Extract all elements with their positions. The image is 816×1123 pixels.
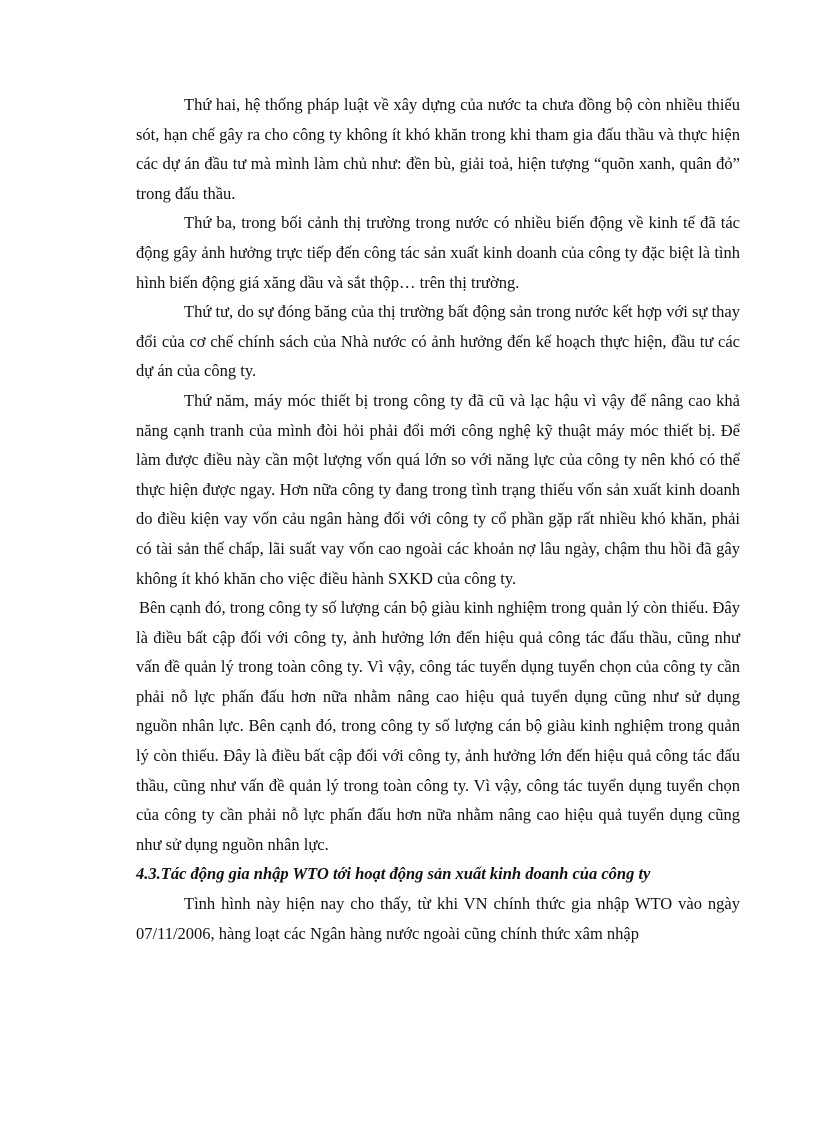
paragraph-real-estate: Thứ tư, do sự đóng băng của thị trường bất động sản trong nước kết hợp với sự thay đổi của cơ chế chính sách của Nhà nước có ảnh hưởng đến kế hoạch thực hiện, đầu tư các dự án của công ty. xyxy=(136,302,740,381)
paragraph-legal-system: Thứ hai, hệ thống pháp luật về xây dựng của nước ta chưa đồng bộ còn nhiều thiếu sót, hạn chế gây ra cho công ty không ít khó khăn trong khi tham gia đấu thầu và thực hiện các dự án đầu tư mà mình làm chủ như: đền bù, giải toả, hiện tượng “quõn xanh, quân đỏ” trong đấu thầu. xyxy=(136,95,740,203)
document-body xyxy=(136,90,740,948)
paragraph-equipment: Thứ năm, máy móc thiết bị trong công ty đã cũ và lạc hậu vì vậy để nâng cao khả năng cạnh tranh của mình đòi hỏi phải đổi mới công nghệ kỹ thuật máy móc thiết bị. Để làm được điều này cần một lượng vốn quá lớn so với năng lực của công ty nên khó có thể thực hiện được ngay. Hơn nữa công ty đang trong tình trạng thiếu vốn sản xuất kinh doanh do điều kiện vay vốn cảu ngân hàng đối với công ty cổ phần gặp rất nhiều khó khăn, phải có tài sản thế chấp, lãi suất vay vốn cao ngoài các khoản nợ lâu ngày, chậm thu hồi đã gây không ít khó khăn cho việc điều hành SXKD của công ty. xyxy=(136,390,740,588)
paragraph-wto-impact: Tình hình này hiện nay cho thấy, từ khi VN chính thức gia nhập WTO vào ngày 07/11/2006, hàng loạt các Ngân hàng nước ngoài cũng chính thức xâm nhập xyxy=(136,894,740,943)
paragraph-human-resources: Bên cạnh đó, trong công ty số lượng cán bộ giàu kinh nghiệm trong quản lý còn thiếu. Đây là điều bất cập đối với công ty, ảnh hưởng lớn đến hiệu quả công tác đấu thầu, cũng như vấn đề quản lý trong toàn công ty. Vì vậy, công tác tuyển dụng tuyển chọn của công ty cần phải nỗ lực phấn đấu hơn nữa nhằm nâng cao hiệu quả tuyển dụng cũng như sử dụng nguồn nhân lực. Bên cạnh đó, trong công ty số lượng cán bộ giàu kinh nghiệm trong quản lý còn thiếu. Đây là điều bất cập đối với công ty, ảnh hưởng lớn đến hiệu quả công tác đấu thầu, cũng như vấn đề quản lý trong toàn công ty. Vì vậy, công tác tuyển dụng tuyển chọn của công ty cần phải nỗ lực phấn đấu hơn nữa nhằm nâng cao hiệu quả tuyển dụng cũng như sử dụng nguồn nhân lực. xyxy=(136,598,740,854)
paragraph-market-context: Thứ ba, trong bối cảnh thị trường trong nước có nhiều biến động về kinh tế đã tác động gây ảnh hưởng trực tiếp đến công tác sản xuất kinh doanh của công ty đặc biệt là tình hình biến động giá xăng dầu và sắt thộp… trên thị trường. xyxy=(136,213,740,292)
section-heading: 4.3.Tác động gia nhập WTO tới hoạt động sản xuất kinh doanh của công ty xyxy=(136,864,651,884)
